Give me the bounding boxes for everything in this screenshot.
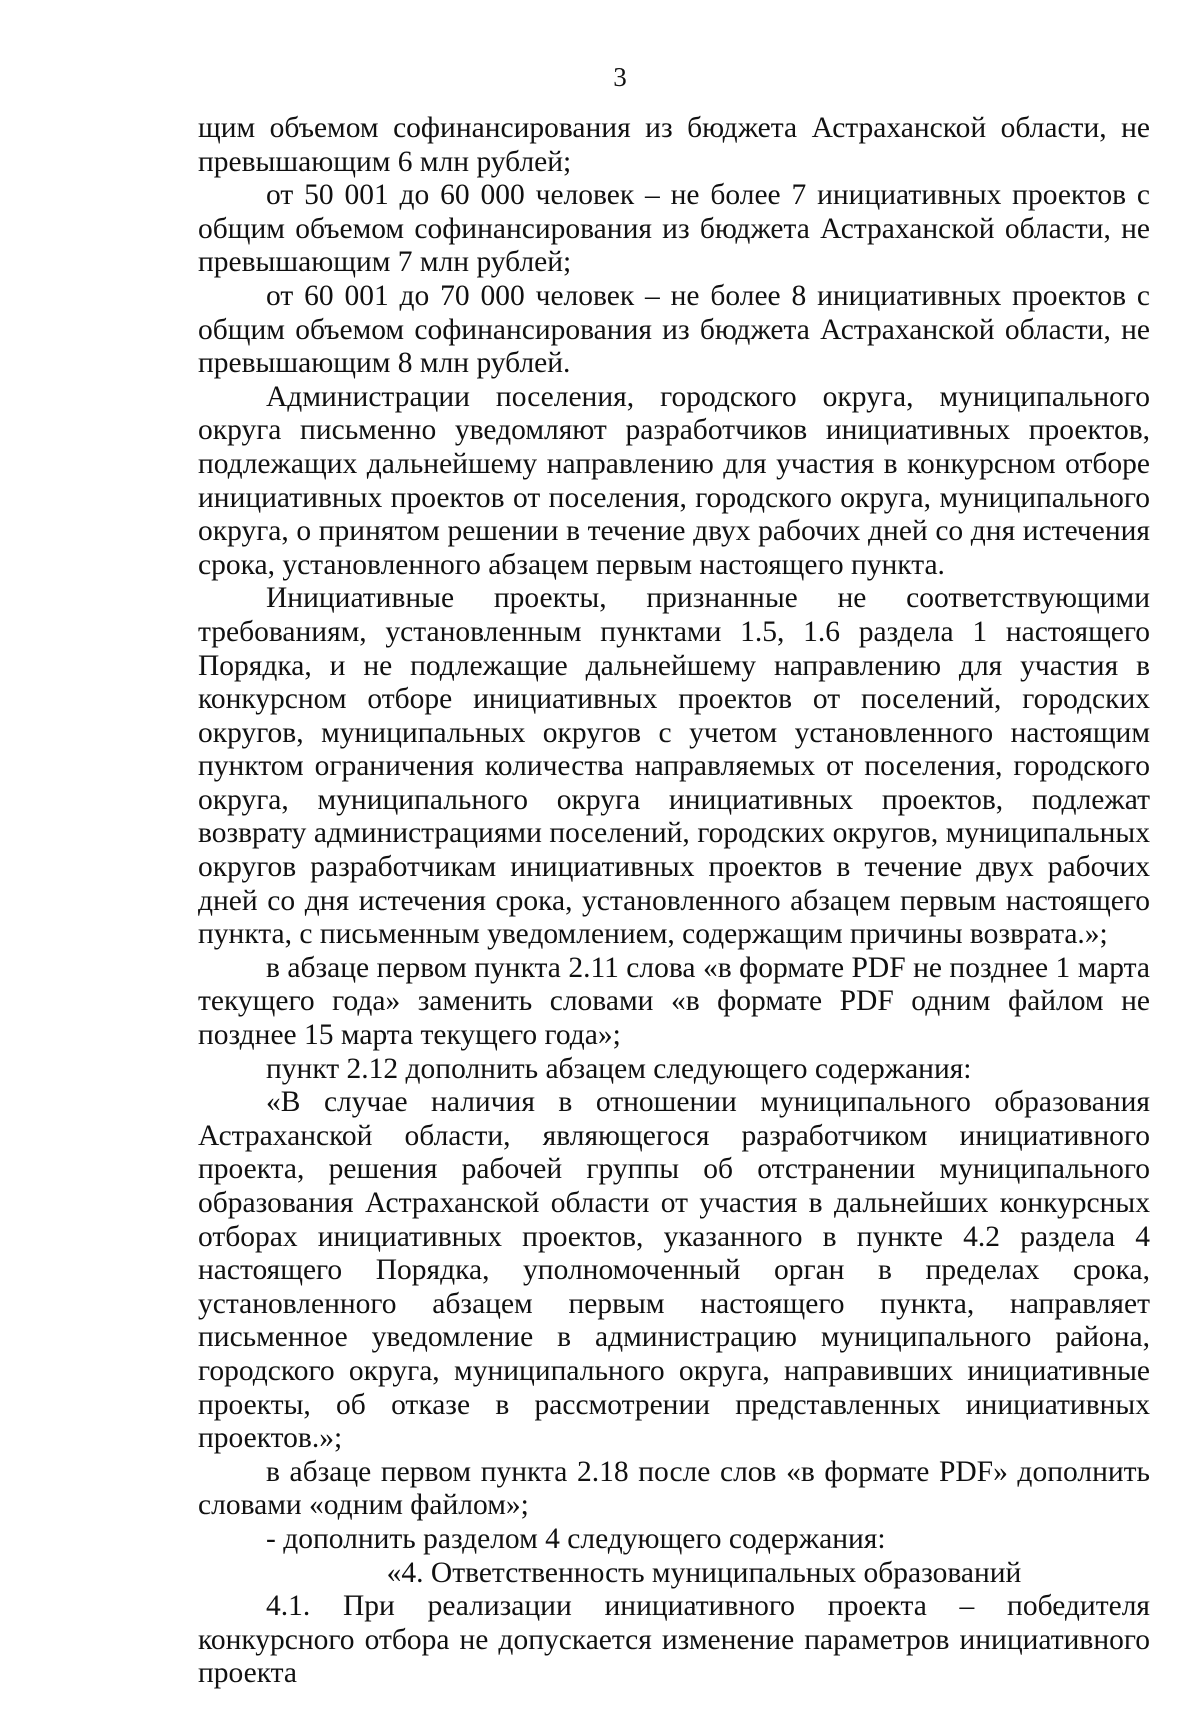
paragraph-5: Инициативные проекты, признанные не соответствующими требованиям, установленным пунктами 1.5, 1.6 раздела 1 настоящего Порядка, и не подлежащие дальнейшему направлению для участия в конкурсном отборе инициативных проектов от поселений, городских округов, муниципальных округов с учетом установленного настоящим пунктом ограничения количества направляемых от поселения, городского округа, муниципального округа инициативных проектов, подлежат возврату администрациями поселений, городских округов, муниципальных округов разработчикам инициативных проектов в течение двух рабочих дней со дня истечения срока, установленного абзацем первым настоящего пункта, с письменным уведомлением, содержащим причины возврата.»;: [198, 582, 1150, 951]
paragraph-1: щим объемом софинансирования из бюджета Астраханской области, не превышающим 6 млн рублей;: [198, 112, 1150, 178]
final-paragraph: 4.1. При реализации инициативного проекта – победителя конкурсного отбора не допускается изменение параметров инициативного проекта: [198, 1590, 1150, 1690]
paragraph-8: «В случае наличия в отношении муниципального образования Астраханской области, являющегося разработчиком инициативного проекта, решения рабочей группы об отстранении муниципального образования Астраханской области от участия в дальнейших конкурсных отборах инициативных проектов, указанного в пункте 4.2 раздела 4 настоящего Порядка, уполномоченный орган в пределах срока, установленного абзацем первым настоящего пункта, направляет письменное уведомление в администрацию муниципального района, городского округа, муниципального округа, направивших инициативные проекты, об отказе в рассмотрении представленных инициативных проектов.»;: [198, 1086, 1150, 1455]
page-number: 3: [613, 62, 627, 92]
paragraph-7: пункт 2.12 дополнить абзацем следующего содержания:: [266, 1052, 972, 1085]
paragraph-3: от 60 001 до 70 000 человек – не более 8 инициативных проектов с общим объемом софинансирования из бюджета Астраханской области, не превышающим 8 млн рублей.: [198, 279, 1150, 380]
paragraph-10: - дополнить разделом 4 следующего содержания:: [266, 1522, 886, 1555]
paragraph-2: от 50 001 до 60 000 человек – не более 7 инициативных проектов с общим объемом софинансирования из бюджета Астраханской области, не превышающим 7 млн рублей;: [198, 179, 1150, 279]
document-body: [198, 112, 1150, 1691]
section-heading: «4. Ответственность муниципальных образований: [386, 1556, 1022, 1589]
paragraph-9: в абзаце первом пункта 2.18 после слов «в формате PDF» дополнить словами «одним файлом»;: [198, 1455, 1150, 1522]
paragraph-6: в абзаце первом пункта 2.11 слова «в формате PDF не позднее 1 марта текущего года» заменить словами «в формате PDF одним файлом не позднее 15 марта текущего года»;: [198, 951, 1150, 1052]
paragraph-4: Администрации поселения, городского округа, муниципального округа письменно уведомляют разработчиков инициативных проектов, подлежащих дальнейшему направлению для участия в конкурсном отборе инициативных проектов от поселения, городского округа, муниципального округа, о принятом решении в течение двух рабочих дней со дня истечения срока, установленного абзацем первым настоящего пункта.: [198, 380, 1150, 581]
